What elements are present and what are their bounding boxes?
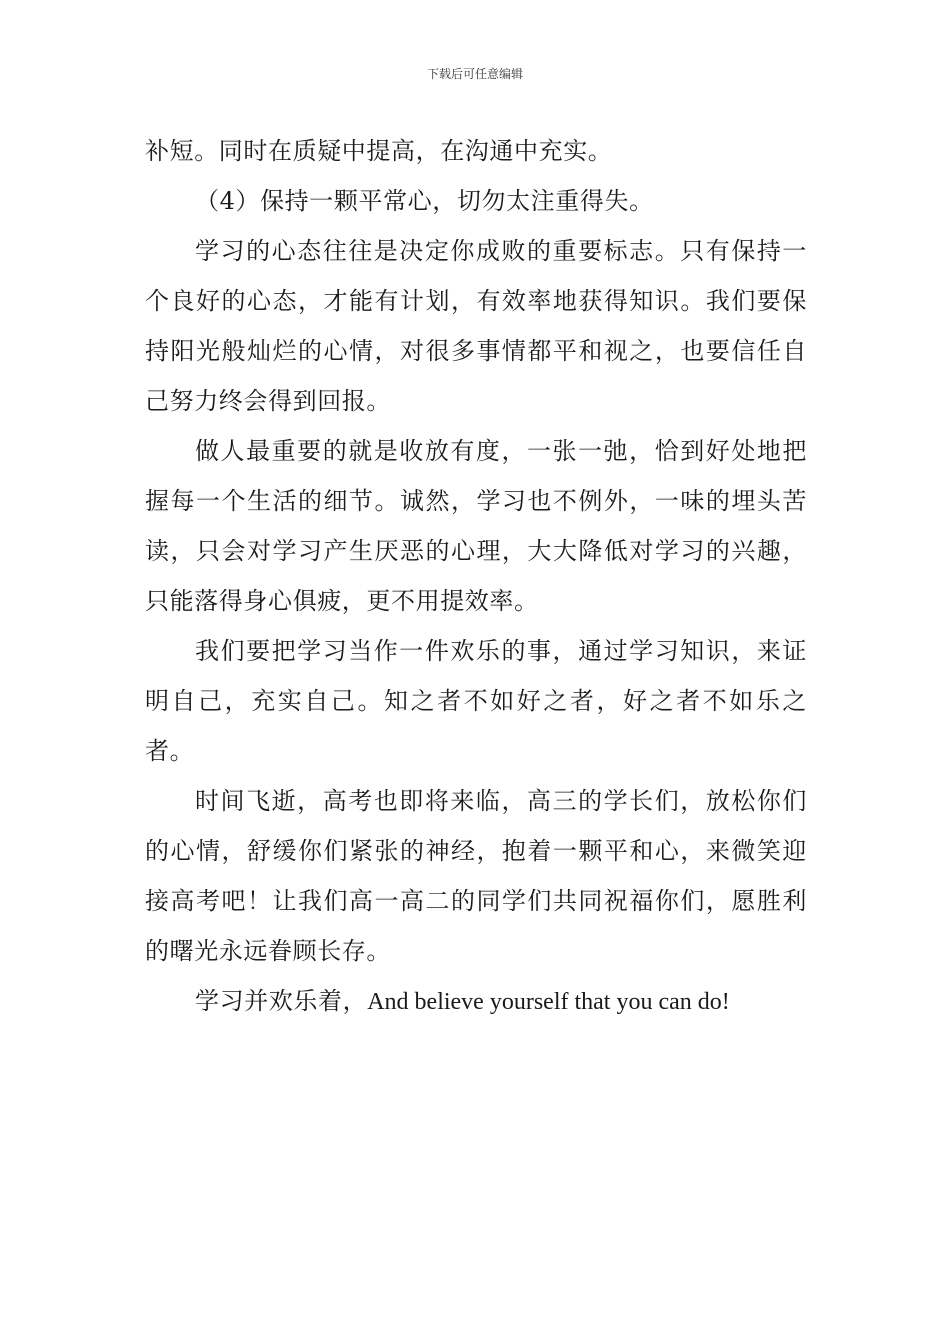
closing-english: And believe yourself that you can do! (367, 989, 730, 1015)
paragraph: 学习的心态往往是决定你成败的重要标志。只有保持一个良好的心态，才能有计划，有效率地获得知识。我们要保持阳光般灿烂的心情，对很多事情都平和视之，也要信任自己努力终会得到回报。 (145, 237, 807, 415)
page-header: 下载后可任意编辑 (426, 67, 523, 81)
paragraph: 时间飞逝，高考也即将来临，高三的学长们，放松你们的心情，舒缓你们紧张的神经，抱着一颗平和心，来微笑迎接高考吧！让我们高一高二的同学们共同祝福你们，愿胜利的曙光永远眷顾长存。 (145, 787, 807, 965)
section-heading: （4）保持一颗平常心，切勿太注重得失。 (195, 187, 654, 215)
paragraph: 做人最重要的就是收放有度，一张一弛，恰到好处地把握每一个生活的细节。诚然，学习也不例外，一味的埋头苦读，只会对学习产生厌恶的心理，大大降低对学习的兴趣，只能落得身心俱疲，更不用提效率。 (145, 437, 807, 615)
paragraph-continuation: 补短。同时在质疑中提高，在沟通中充实。 (145, 137, 613, 165)
closing-chinese: 学习并欢乐着， (195, 987, 368, 1015)
closing-paragraph (145, 976, 807, 1027)
paragraph: 我们要把学习当作一件欢乐的事，通过学习知识，来证明自己，充实自己。知之者不如好之者，好之者不如乐之者。 (145, 637, 807, 765)
document-body (145, 126, 807, 1027)
